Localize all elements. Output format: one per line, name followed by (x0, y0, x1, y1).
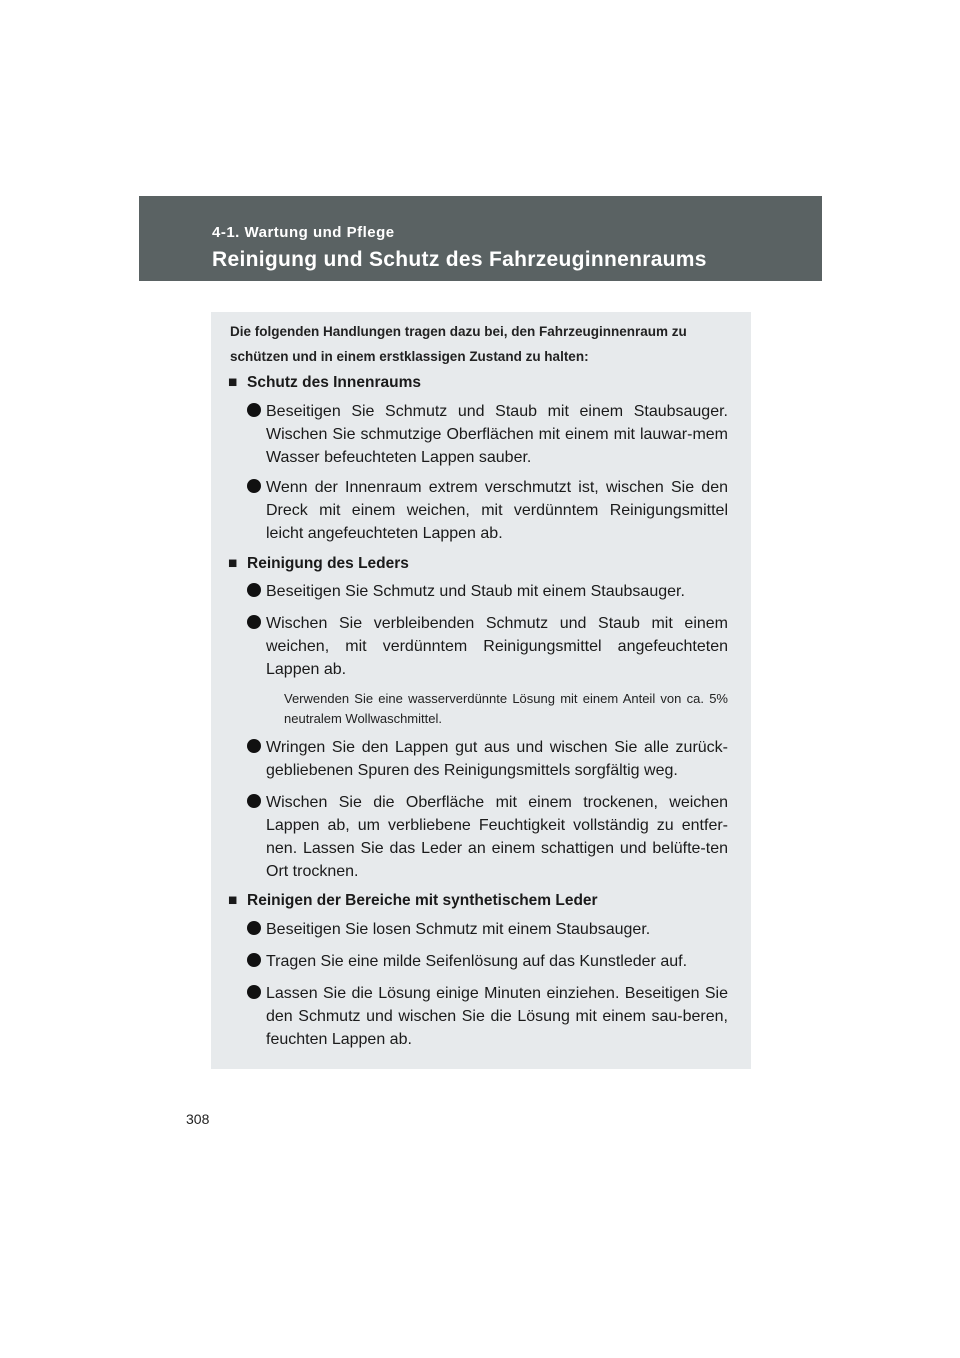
square-bullet-icon: ■ (228, 892, 238, 909)
section-label: 4-1. Wartung und Pflege (212, 224, 395, 241)
bullet-dot-icon (247, 479, 261, 493)
bullet-dot-icon (247, 794, 261, 808)
list-item: Wischen Sie verbleibenden Schmutz und Staub mit einem weichen, mit verdünntem Reinigungsmittel angefeuchteten Lappen ab. (247, 612, 728, 681)
square-bullet-icon: ■ (228, 374, 238, 391)
list-item: Beseitigen Sie losen Schmutz mit einem Staubsauger. (247, 918, 728, 941)
bullet-dot-icon (247, 985, 261, 999)
note-text: Verwenden Sie eine wasserverdünnte Lösung mit einem Anteil von ca. 5% neutralem Wollwaschmittel. (284, 691, 728, 726)
list-item: Lassen Sie die Lösung einige Minuten einziehen. Beseitigen Sie den Schmutz und wischen Sie die Lösung mit einem sau-beren, feuchten Lappen ab. (247, 982, 728, 1051)
bullet-dot-icon (247, 583, 261, 597)
content-box (211, 312, 751, 1069)
bullet-dot-icon (247, 615, 261, 629)
bullet-dot-icon (247, 739, 261, 753)
bullet-dot-icon (247, 953, 261, 967)
chapter-header (139, 196, 822, 281)
section-heading-kunstleder: ■ Reinigen der Bereiche mit synthetischem Leder (228, 892, 598, 909)
section-heading-schutz: ■ Schutz des Innenraums (228, 374, 421, 391)
page-title: Reinigung und Schutz des Fahrzeuginnenraums (212, 248, 707, 271)
list-item: Beseitigen Sie Schmutz und Staub mit einem Staubsauger. Wischen Sie schmutzige Oberflächen mit einem mit lauwar-mem Wasser befeuchteten Lappen sauber. (247, 400, 728, 469)
list-item: Wenn der Innenraum extrem verschmutzt ist, wischen Sie den Dreck mit einem weichen, mit verdünntem Reinigungsmittel leicht angefeuchteten Lappen ab. (247, 476, 728, 545)
list-item: Wringen Sie den Lappen gut aus und wischen Sie alle zurück-gebliebenen Spuren des Reinigungsmittels sorgfältig weg. (247, 736, 728, 782)
intro-text: Die folgenden Handlungen tragen dazu bei, den Fahrzeuginnenraum zu schützen und in einem erstklassigen Zustand zu halten: (230, 324, 687, 364)
square-bullet-icon: ■ (228, 555, 238, 572)
bullet-dot-icon (247, 921, 261, 935)
page-number: 308 (186, 1111, 210, 1127)
list-item: Wischen Sie die Oberfläche mit einem trockenen, weichen Lappen ab, um verbliebene Feuchtigkeit vollständig zu entfer-nen. Lassen Sie das Leder an einem schattigen und belüfte-ten Ort trocknen. (247, 791, 728, 883)
list-item: Beseitigen Sie Schmutz und Staub mit einem Staubsauger. (247, 580, 728, 603)
section-heading-leder: ■ Reinigung des Leders (228, 555, 409, 572)
bullet-dot-icon (247, 403, 261, 417)
list-item: Tragen Sie eine milde Seifenlösung auf das Kunstleder auf. (247, 950, 728, 973)
